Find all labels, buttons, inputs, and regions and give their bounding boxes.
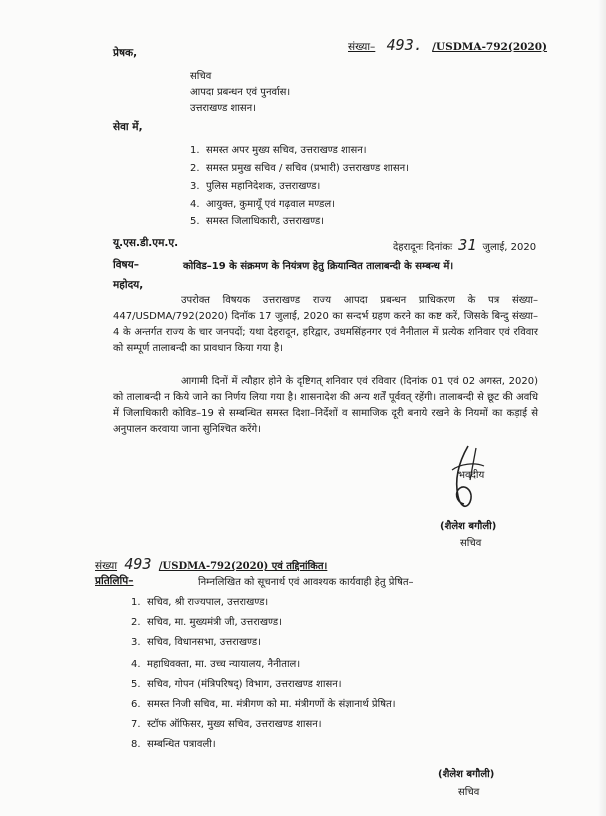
dept-code: यू.एस.डी.एम.ए. [113,237,179,249]
reference-number [348,36,547,54]
subject-text: कोविड–19 के संक्रमण के नियंत्रण हेतु क्रियान्वित तालाबन्दी के सम्बन्ध में। [183,261,454,272]
recipient-item: 1. समस्त अपर मुख्य सचिव, उत्तराखण्ड शासन। [190,145,367,156]
letter-date: देहरादूनः दिनांकः 31 जुलाई, 2020 [393,236,537,254]
body-paragraph-1: उपरोक्त विषयक उत्तराखण्ड राज्य आपदा प्रबन्धन प्राधिकरण के पत्र संख्या–447/USDMA/792(2020) दिनॉक 17 जुलाई, 2020 का सन्दर्भ ग्रहण करने का कष्ट करें, जिसके बिन्दु संख्या–4 के अन्तर्गत राज्य के चार जनपदों; यथा देहरादून, हरिद्वार, उधमसिंहनगर एवं नैनीताल में प्रत्येक शनिवार एवं रविवार को सम्पूर्ण तालाबन्दी का प्रावधान किया गया है। [113,295,538,354]
copy-label: प्रतिलिपि– [95,575,134,587]
copy-item: 6. समस्त निजी सचिव, मा. मंत्रीगण को मा. मंत्रीगणों के संज्ञानार्थ प्रेषित। [131,699,396,710]
sender-line-2: आपदा प्रबन्धन एवं पुनर्वास। [190,87,291,98]
sender-label: प्रेषक, [113,47,138,59]
sender-line-1: सचिव [190,71,212,82]
recipients-label: सेवा में, [113,121,143,133]
salutation: महोदय, [113,279,144,291]
copy-reference-number: संख्या 493 /USDMA-792(2020) एवं तद्दिनांकित। [95,555,328,573]
sender-line-3: उत्तराखण्ड शासन। [190,103,257,114]
copy-item: 3. सचिव, विधानसभा, उत्तराखण्ड। [131,637,261,648]
copy-sign-name: (शैलेश बगौली) [438,769,495,780]
closing-name: (शैलेश बगौली) [440,521,497,532]
closing-regards: भवदीय [458,470,485,481]
signature-scribble-icon [430,440,500,515]
recipient-item: 5. समस्त जिलाधिकारी, उत्तराखण्ड। [190,216,325,227]
sankhya-ref: /USDMA-792(2020) [432,41,548,53]
closing-title: सचिव [460,538,482,549]
recipient-item: 2. समस्त प्रमुख सचिव / सचिव (प्रभारी) उत्तराखण्ड शासन। [190,163,409,174]
subject-label: विषय– [113,259,139,271]
page-edge-shadow [598,0,606,816]
copy-handwritten-number: 493 [124,555,152,573]
sankhya-handwritten-number: 493. [386,36,423,54]
date-handwritten-day: 31 [458,236,477,254]
recipient-item: 4. आयुक्त, कुमायूँ एवं गढ़वाल मण्डल। [190,199,335,210]
copy-sign-title: सचिव [458,787,480,798]
copy-item: 2. सचिव, मा. मुख्यमंत्री जी, उत्तराखण्ड। [131,617,282,628]
copy-item: 1. सचिव, श्री राज्यपाल, उत्तराखण्ड। [131,597,269,608]
copy-item: 4. महाधिवक्ता, मा. उच्च न्यायालय, नैनीताल। [131,659,301,670]
recipient-item: 3. पुलिस महानिदेशक, उत्तराखण्ड। [190,181,321,192]
copy-intro: निम्नलिखित को सूचनार्थ एवं आवश्यक कार्यवाही हेतु प्रेषित– [198,577,414,588]
copy-item: 5. सचिव, गोपन (मंत्रिपरिषद्) विभाग, उत्तराखण्ड शासन। [131,679,342,690]
copy-item: 7. स्टॉफ ऑफिसर, मुख्य सचिव, उत्तराखण्ड शासन। [131,719,322,730]
sankhya-label: संख्या– [348,41,376,53]
body-paragraph-2: आगामी दिनों में त्यौहार होने के दृष्टिगत् शनिवार एवं रविवार (दिनांक 01 एवं 02 अगस्त, 2020) को तालाबन्दी न किये जाने का निर्णय लिया गया है। शासनादेश की अन्य शर्तें पूर्ववत् रहेंगी। तालाबन्दी से छूट की अवधि में जिलाधिकारी कोविड–19 से सम्बन्धित समस्त दिशा–निर्देशों व सामाजिक दूरी बनाये रखने के नियमों का कड़ाई से अनुपालन करवाया जाना सुनिश्चित करेंगे। [113,376,538,435]
copy-item: 8. सम्बन्धित पत्रावली। [131,739,216,750]
